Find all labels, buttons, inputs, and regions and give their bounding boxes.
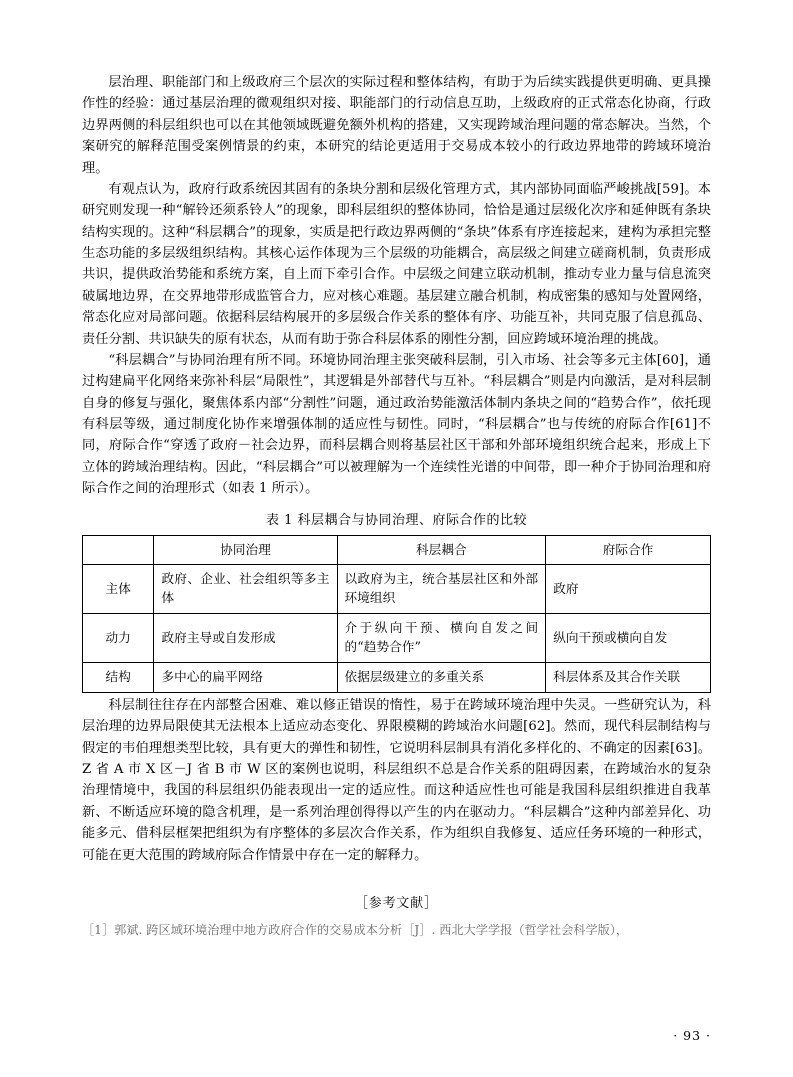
comparison-table — [82, 535, 711, 693]
table-cell: 介于纵向干预、横向自发之间的“趋势合作” — [337, 614, 546, 663]
paragraph-1: 层治理、职能部门和上级政府三个层次的实际过程和整体结构，有助于为后续实践提供更明确、更具操作性的经验：通过基层治理的微观组织对接、职能部门的行动信息互助，上级政府的正式常态化协商，行政边界两侧的科层组织也可以在其他领域既避免额外机构的搭建，又实现跨域治理问题的常态解决。当然，个案研究的解释范围受案例情景的约束，本研究的结论更适用于交易成本较小的行政边界地带的跨域环境治理。 — [82, 75, 711, 176]
table-header-intergovernmental-cooperation: 府际合作 — [546, 535, 711, 565]
table-cell: 多中心的扁平网络 — [154, 663, 337, 693]
table-cell: 科层体系及其合作关联 — [546, 663, 711, 693]
article-body — [82, 72, 711, 866]
reference-item: ［1］郭斌. 跨区域环境治理中地方政府合作的交易成本分析［J］. 西北大学学报（哲学社会科学版）， — [82, 922, 629, 937]
table-cell: 政府 — [546, 565, 711, 614]
references-title: ［参考文献］ — [355, 895, 438, 911]
table-header-collaborative-governance: 协同治理 — [154, 535, 337, 565]
paragraph-3: “科层耦合”与协同治理有所不同。环境协同治理主张突破科层制，引入市场、社会等多元主体[60]，通过构建扁平化网络来弥补科层“局限性”，其逻辑是外部替代与互补。“科层耦合”则是内向激活，是对科层制自身的修复与强化，聚焦体系内部“分割性”问题，通过政治势能激活体制内条块之间的“趋势合作”，依托现有科层等级，通过制度化协作来增强体制的适应性与韧性。同时，“科层耦合”也与传统的府际合作[61]不同，府际合作“穿透了政府－社会边界，而科层耦合则将基层社区干部和外部环境组织统合起来，形成上下立体的跨域治理结构。因此，“科层耦合”可以被理解为一个连续性光谱的中间带，即一种介于协同治理和府际合作之间的治理形式（如表 1 所示）。 — [82, 352, 711, 497]
table-caption: 表 1 科层耦合与协同治理、府际合作的比较 — [265, 512, 528, 528]
table-row — [83, 663, 711, 693]
paragraph-2: 有观点认为，政府行政系统因其固有的条块分割和层级化管理方式，其内部协同面临严峻挑战[59]。本研究则发现一种“解铃还须系铃人”的现象，即科层组织的整体协同，恰恰是通过层级化次序和延伸既有条块结构实现的。这种“科层耦合”的现象，实质是把行政边界两侧的“条块”体系有序连接起来，建构为承担完整生态功能的多层级组织结构。其核心运作体现为三个层级的功能耦合，高层级之间建立磋商机制，负责形成共识，提供政治势能和系统方案，自上而下牵引合作。中层级之间建立联动机制，推动专业力量与信息流突破属地边界，在交界地带形成监管合力，应对核心难题。基层建立融合机制，构成密集的感知与处置网络，常态化应对局部问题。依据科层结构展开的多层级合作关系的整体有序、功能互补，共同克服了信息孤岛、责任分割、共识缺失的原有状态，从而有助于弥合科层体系的刚性分割，回应跨域环境治理的挑战。 — [82, 181, 711, 347]
table-cell: 纵向干预或横向自发 — [546, 614, 711, 663]
table-cell: 政府主导或自发形成 — [154, 614, 337, 663]
table-row-label: 动力 — [83, 614, 154, 663]
table-cell: 政府、企业、社会组织等多主体 — [154, 565, 337, 614]
table-row-label: 结构 — [83, 663, 154, 693]
table-cell: 依据层级建立的多重关系 — [337, 663, 546, 693]
paragraph-4: 科层制往往存在内部整合困难、难以修正错误的惰性，易于在跨域环境治理中失灵。一些研究认为，科层治理的边界局限使其无法根本上适应动态变化、界限模糊的跨域治水问题[62]。然而，现代科层制结构与假定的韦伯理想类型比较，具有更大的弹性和韧性，它说明科层制具有消化多样化的、不确定的因素[63]。Z 省 A 市 X 区－J 省 B 市 W 区的案例也说明，科层组织不总是合作关系的阻碍因素，在跨域治水的复杂治理情境中，我国的科层组织仍能表现出一定的适应性。而这种适应性也可能是我国科层组织推进自我革新、不断适应环境的隐含机理，是一系列治理创得得以产生的内在驱动力。“科层耦合”这种内部差异化、功能多元、借科层框架把组织为有序整体的多层次合作关系，作为组织自我修复、适应任务环境的一种形式，可能在更大范围的跨域府际合作情景中存在一定的解释力。 — [82, 697, 711, 863]
table-header-bureaucratic-coupling: 科层耦合 — [337, 535, 546, 565]
table-cell: 以政府为主，统合基层社区和外部环境组织 — [337, 565, 546, 614]
table-row — [83, 565, 711, 614]
table-header-corner — [83, 535, 154, 565]
page-number: · 93 · — [673, 1028, 711, 1043]
table-header-row — [83, 535, 711, 565]
table-row-label: 主体 — [83, 565, 154, 614]
table-row — [83, 614, 711, 663]
